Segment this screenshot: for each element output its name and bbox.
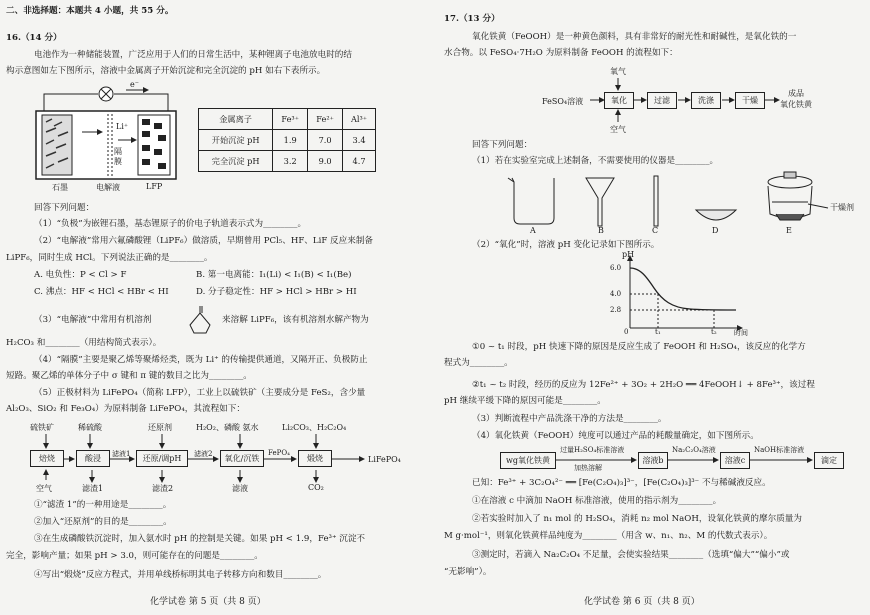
q17-4-sub2-line1: ②若实验时加入了 n₁ mol 的 H₂SO₄，消耗 n₂ mol NaOH，设氧化铁黄的摩尔质量为 xyxy=(472,514,802,524)
option-d: D. 分子稳定性：HF > HCl > HBr > HI xyxy=(196,287,357,297)
flow-bottom-label: CO₂ xyxy=(308,483,324,492)
lfp-label: LFP xyxy=(146,182,163,191)
q17-4: （4）氧化铁黄（FeOOH）纯度可以通过产品的耗酸量确定，如下图所示。 xyxy=(472,431,759,441)
electrolyte-label: 电解液 xyxy=(96,183,120,192)
q17-intro-line1: 氧化铁黄（FeOOH）是一种黄色颜料，具有非常好的耐光性和耐碱性，是氧化铁的一 xyxy=(472,32,797,42)
funnel-icon xyxy=(586,178,614,226)
flow-product: LiFePO₄ xyxy=(368,455,401,464)
q16-5-sub4: ④写出“煅烧”反应方程式，并用单线桥标明其电子转移方向和数目________。 xyxy=(34,570,327,580)
x-tick-label: 0 xyxy=(624,328,629,336)
section-title: 二、非选择题：本题共 4 小题，共 55 分。 xyxy=(6,6,174,16)
flow-solution-b: 溶液b xyxy=(638,452,668,469)
flow-arrow-bottom-label: 加热溶解 xyxy=(574,464,602,472)
q16-5-line2: Al₂O₃、SiO₂ 和 Fe₃O₄）为原料制备 LiFePO₄，其流程如下： xyxy=(6,404,245,414)
purity-flow-arrows xyxy=(438,452,858,472)
graphite-label: 石墨 xyxy=(52,183,68,192)
chart-ylabel: pH xyxy=(622,250,635,259)
q17-1: （1）若在实验室完成上述制备，不需要使用的仪器是________。 xyxy=(472,156,719,166)
table-header-cell: Al³⁺ xyxy=(343,109,376,130)
option-a: A. 电负性：P < Cl > F xyxy=(34,270,127,280)
q17-2-sub2-line1: ②t₁ ~ t₂ 时段，经历的反应为 12Fe²⁺ + 3O₂ + 2H₂O ══ 4FeOOH↓ + 8Fe³⁺，该过程 xyxy=(472,380,815,390)
evaporating-dish-icon xyxy=(696,210,736,220)
table-row xyxy=(199,151,376,172)
flow-arrow-label: 滤液1 xyxy=(112,450,131,458)
q16-intro-line2: 构示意图如左下图所示，溶液中金属离子开始沉淀和完全沉淀的 pH 如右下表所示。 xyxy=(6,66,326,76)
instrument-label: A xyxy=(530,226,536,235)
flow-step-wash: 洗涤 xyxy=(691,92,721,109)
flow-input: 稀硫酸 xyxy=(78,423,102,432)
separator-label-1: 隔 xyxy=(114,147,122,156)
table-cell: 3.2 xyxy=(273,151,308,172)
flow-bottom-label: 滤渣2 xyxy=(152,484,174,493)
page-footer: 化学试卷 第 5 页（共 8 页） xyxy=(150,597,266,607)
option-b: B. 第一电离能：I₁(Li) < I₁(B) < I₁(Be) xyxy=(196,270,352,280)
q17-intro-line2: 水合物。以 FeSO₄·7H₂O 为原料制备 FeOOH 的流程如下： xyxy=(444,48,678,58)
known-condition: 已知：Fe³⁺ + 3C₂O₄²⁻ ══ [Fe(C₂O₄)₃]³⁻，[Fe(C₂O₄)₃]³⁻ 不与稀碱液反应。 xyxy=(472,478,771,488)
flow-step-dry: 干燥 xyxy=(735,92,765,109)
electron-label: e⁻ xyxy=(130,80,139,89)
instrument-label: B xyxy=(598,226,604,235)
q16-1: （1）“负极”为嵌锂石墨，基态锂原子的价电子轨道表示式为________。 xyxy=(34,219,307,229)
q17-2-sub1-line1: ①0 ~ t₁ 时段，pH 快速下降的原因是反应生成了 FeOOH 和 H₂SO₄，该反应的化学方 xyxy=(472,342,806,352)
battery-drawing xyxy=(22,86,182,194)
glass-rod-icon xyxy=(654,176,658,226)
li-ion-label: Li⁺ xyxy=(116,122,129,131)
table-cell: 3.4 xyxy=(343,130,376,151)
right-page xyxy=(438,0,870,615)
q16-2-line1: （2）“电解液”常用六氟磷酸锂（LiPF₆）做溶质，早期曾用 PCl₅、HF、LiF 反应来制备 xyxy=(34,236,374,246)
q16-4-line1: （4）“隔膜”主要是聚乙烯等聚烯烃类，既为 Li⁺ 的传输提供通道，又隔开正、负极防止 xyxy=(34,355,368,365)
y-tick-label: 4.0 xyxy=(610,290,622,298)
q16-5-sub3-line1: ③在生成磷酸铁沉淀时，加入氨水时 pH 的控制是关键。如果 pH < 1.9，Fe³⁺ 沉淀不 xyxy=(34,534,366,544)
table-cell: 9.0 xyxy=(308,151,343,172)
q16-3-line1a: （3）“电解液”中常用有机溶剂 xyxy=(34,315,152,325)
q16-3-line2: H₂CO₃ 和________（用结构简式表示）。 xyxy=(6,338,162,348)
table-cell: 7.0 xyxy=(308,130,343,151)
flow-arrow-top-label: NaOH标准溶液 xyxy=(754,446,805,454)
ph-chart xyxy=(610,250,760,337)
flow-bottom-label: 空气 xyxy=(36,484,52,493)
table-header-cell: 金属离子 xyxy=(199,109,273,130)
flow-product-line2: 氧化铁黄 xyxy=(780,100,812,109)
flow-product-line1: 成品 xyxy=(788,89,804,98)
flow-step-filter: 过滤 xyxy=(647,92,677,109)
flow-air-label: 空气 xyxy=(610,125,626,134)
beaker-icon xyxy=(508,178,554,224)
desiccant-label: 干燥剂 xyxy=(830,203,854,212)
q17-4-sub1: ①在溶液 c 中滴加 NaOH 标准溶液，使用的指示剂为________。 xyxy=(472,496,722,506)
flow-step-roast: 焙烧 xyxy=(30,450,64,467)
q16-5-sub3-line2: 完全，影响产量；如果 pH > 3.0，则可能存在的问题是________。 xyxy=(6,551,263,561)
flow-solution-c: 溶液c xyxy=(720,452,750,469)
battery-diagram xyxy=(22,80,182,194)
flow-input: 硫铁矿 xyxy=(30,423,54,432)
flow-input: 还原剂 xyxy=(148,423,172,432)
q16-5-line1: （5）正极材料为 LiFePO₄（简称 LFP），工业上以硫铁矿（主要成分是 FeS₂，含少量 xyxy=(34,388,366,398)
separator-label-2: 膜 xyxy=(114,157,122,166)
table-header-cell: Fe³⁺ xyxy=(273,109,308,130)
ethylene-carbonate-structure xyxy=(180,305,220,335)
flow-bottom-label: 滤渣1 xyxy=(82,484,104,493)
option-c: C. 沸点：HF < HCl < HBr < HI xyxy=(34,287,169,297)
q16-5-sub2: ②加入“还原剂”的目的是________。 xyxy=(34,517,172,527)
q17-2-sub2-line2: pH 继续平缓下降的原因可能是________。 xyxy=(444,396,606,406)
ph-curve xyxy=(630,268,736,310)
flow-arrow-label: FePO₄ xyxy=(268,449,290,457)
flow-input: H₂O₂、磷酸 氨水 xyxy=(196,423,259,432)
flow-arrow-top-label: 过量H₂SO₄标准溶液 xyxy=(560,446,625,454)
q17-3: （3）判断流程中产品洗涤干净的方法是________。 xyxy=(472,414,667,424)
chart-xlabel: 时间 xyxy=(734,329,748,337)
flow-arrow-label: 滤液2 xyxy=(194,450,213,458)
q16-heading: 16.（14 分） xyxy=(6,33,62,43)
flow-step-calcine: 煅烧 xyxy=(298,450,332,467)
table-row xyxy=(199,130,376,151)
x-tick-label: t₂ xyxy=(711,328,717,336)
flow-step-oxidize: 氧化 xyxy=(604,92,634,109)
instrument-label: E xyxy=(786,226,792,235)
q17-2-sub1-line2: 程式为________。 xyxy=(444,358,513,368)
table-cell: 开始沉淀 pH xyxy=(199,130,273,151)
q16-2-line2: LiPF₆，同时生成 HCl。下列说法正确的是________。 xyxy=(6,253,213,263)
q17-2: （2）“氧化”时，溶液 pH 变化记录如下图所示。 xyxy=(472,240,660,250)
flow-sample-box: wg氧化铁黄 xyxy=(500,452,556,469)
page-footer: 化学试卷 第 6 页（共 8 页） xyxy=(584,597,700,607)
ph-chart-svg xyxy=(610,254,760,336)
q16-5-sub1: ①“滤渣 1”的一种用途是________。 xyxy=(34,500,172,510)
table-cell: 1.9 xyxy=(273,130,308,151)
y-tick-label: 6.0 xyxy=(610,264,622,272)
q16-intro-line1: 电池作为一种储能装置，广泛应用于人们的日常生活中，某种锂离子电池放电时的结 xyxy=(34,50,352,60)
lab-instruments xyxy=(438,168,858,238)
q17-4-sub3-line2: “无影响”）。 xyxy=(444,567,492,577)
x-tick-label: t₁ xyxy=(655,328,661,336)
q17-heading: 17.（13 分） xyxy=(444,14,500,24)
q16-3-line1b: 来溶解 LiPF₆，该有机溶剂水解产物为 xyxy=(222,315,369,325)
flow-step-oxidize: 氧化/沉铁 xyxy=(220,450,264,467)
flow-step-reduce: 还原/调pH xyxy=(136,450,188,467)
flow-titration: 滴定 xyxy=(814,452,844,469)
flow-arrow-top-label: Na₂C₂O₄溶液 xyxy=(672,446,716,454)
table-cell: 4.7 xyxy=(343,151,376,172)
table-cell: 完全沉淀 pH xyxy=(199,151,273,172)
y-tick-label: 2.8 xyxy=(610,306,622,314)
desiccator-icon xyxy=(768,172,812,220)
flow-bottom-label: 滤液 xyxy=(232,484,248,493)
q16-4-line2: 短路。聚乙烯的单体分子中 σ 键和 π 键的数目之比为________。 xyxy=(6,371,252,381)
instrument-label: C xyxy=(652,226,659,235)
answer-prompt: 回答下列问题： xyxy=(34,203,95,213)
flow-oxygen-label: 氧气 xyxy=(610,67,626,76)
answer-prompt: 回答下列问题： xyxy=(472,140,533,150)
flow-start-label: FeSO₄溶液 xyxy=(542,97,584,106)
ion-precipitation-table xyxy=(198,108,376,172)
flow-step-acid-leach: 酸浸 xyxy=(76,450,110,467)
flow-input: Li₂CO₃、H₂C₂O₄ xyxy=(282,423,347,432)
instrument-label: D xyxy=(712,226,719,235)
q17-4-sub2-line2: M g·mol⁻¹，则氧化铁黄样品纯度为________（用含 w、n₁、n₂、M 的代数式表示）。 xyxy=(444,531,773,541)
q17-4-sub3-line1: ③测定时，若滴入 Na₂C₂O₄ 不足量，会使实验结果________（选填“偏大”“偏小”或 xyxy=(472,550,790,560)
table-header-cell: Fe²⁺ xyxy=(308,109,343,130)
